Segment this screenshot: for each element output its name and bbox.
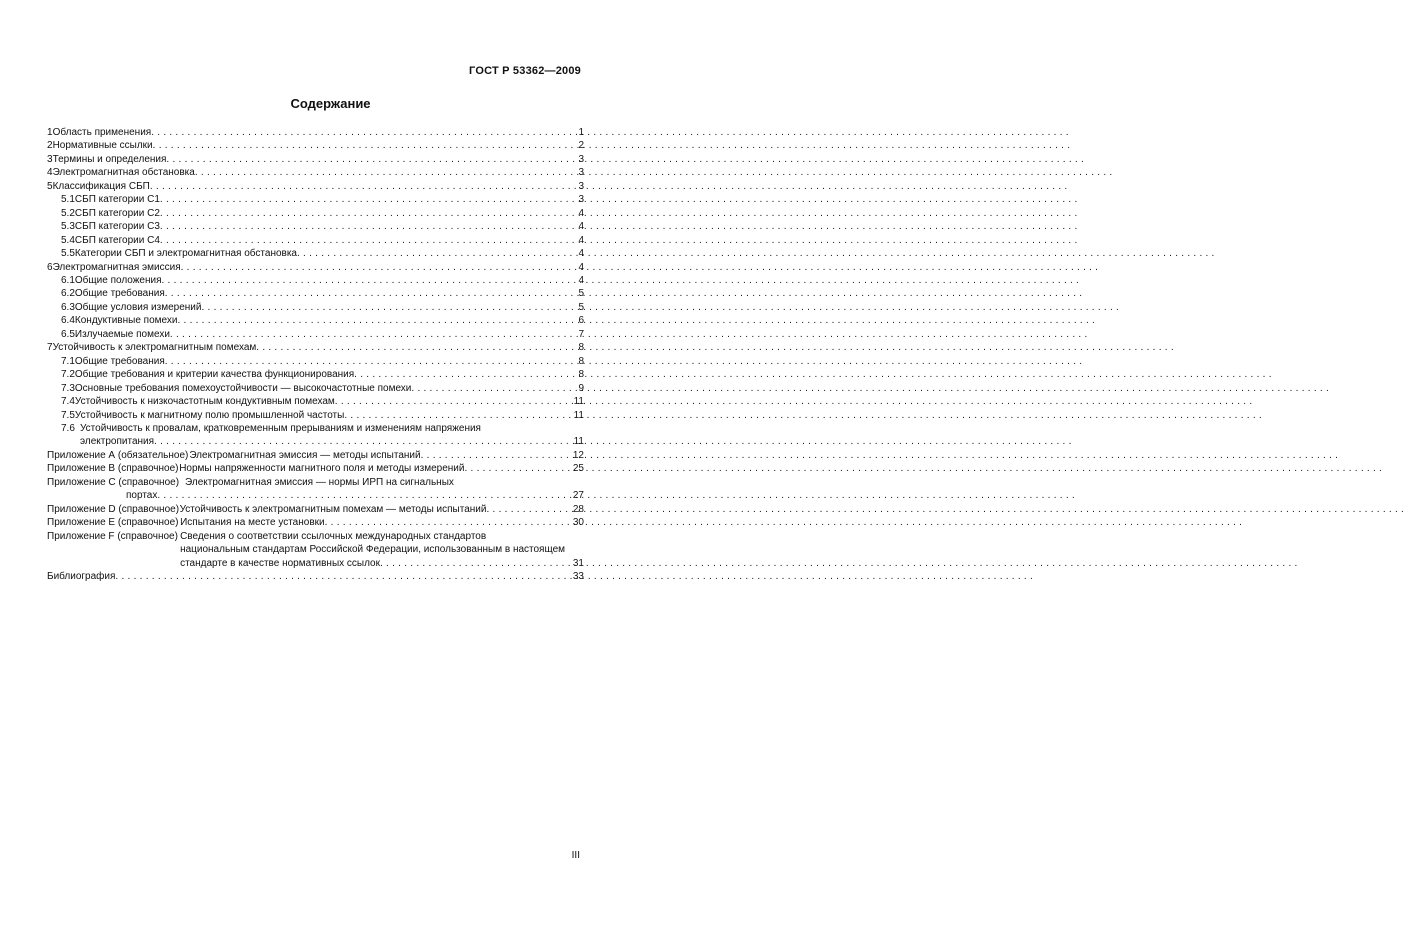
table-of-contents xyxy=(47,126,584,583)
leader-dots xyxy=(160,220,577,233)
toc-page: 3 xyxy=(578,167,584,179)
toc-text-line-1: Устойчивость к провалам, кратковременным прерываниям и изменениям напряжения xyxy=(80,422,481,434)
leader-dots xyxy=(256,341,576,354)
toc-page: 2 xyxy=(578,140,584,152)
toc-text: СБП категории С4 xyxy=(74,234,160,246)
toc-page: 30 xyxy=(572,517,584,529)
appendix-label: Приложение Е (справочное) xyxy=(47,517,179,529)
toc-page: 8 xyxy=(578,342,584,354)
appendix-label: Приложение А (обязательное) xyxy=(47,449,189,461)
leader-dots xyxy=(151,126,576,139)
leader-dots xyxy=(153,139,577,152)
toc-entry-appendix-e[interactable] xyxy=(47,516,584,529)
appendix-label: Приложение F (справочное) xyxy=(47,530,178,542)
toc-text: СБП категории С3 xyxy=(74,221,160,233)
leader-dots xyxy=(165,287,577,300)
toc-text: Термины и определения xyxy=(52,153,167,165)
toc-number: 3 xyxy=(47,153,53,165)
toc-text: Электромагнитная обстановка xyxy=(52,167,195,179)
leader-dots xyxy=(154,435,572,448)
toc-page: 11 xyxy=(573,409,584,421)
toc-text: СБП категории С2 xyxy=(74,207,160,219)
appendix-label: Приложение С (справочное) xyxy=(47,476,180,488)
toc-page: 11 xyxy=(573,396,584,408)
toc-text: Общие условия измерений xyxy=(74,301,202,313)
leader-dots xyxy=(150,180,577,193)
toc-text-line-1: Электромагнитная эмиссия — нормы ИРП на сигнальных xyxy=(185,476,454,488)
toc-page: 5 xyxy=(578,288,584,300)
toc-text-line-2: электропитания xyxy=(80,436,155,448)
toc-entry-6-5[interactable] xyxy=(47,328,584,341)
toc-entry-6-3[interactable] xyxy=(47,301,584,314)
leader-dots xyxy=(297,247,576,260)
toc-entry-5-4[interactable] xyxy=(47,234,584,247)
toc-page: 31 xyxy=(572,557,584,569)
toc-text-line-1: Сведения о соответствии ссылочных международных стандартов xyxy=(180,530,487,542)
toc-entry-2[interactable] xyxy=(47,139,584,152)
toc-entry-7-4[interactable] xyxy=(47,395,584,408)
toc-entry-appendix-a[interactable] xyxy=(47,449,584,462)
appendix-label: Приложение D (справочное) xyxy=(47,503,180,515)
toc-page: 1 xyxy=(578,127,584,138)
toc-text: Нормы напряженности магнитного поля и методы измерений xyxy=(179,463,465,475)
toc-text: Библиография xyxy=(47,570,116,582)
toc-entry-7[interactable] xyxy=(47,341,584,354)
leader-dots xyxy=(170,328,577,341)
toc-page: 27 xyxy=(572,490,584,502)
toc-page: 11 xyxy=(573,436,584,448)
leader-dots xyxy=(160,234,577,247)
toc-text-line-2: портах xyxy=(126,490,158,502)
toc-number: 5.3 xyxy=(61,221,75,233)
toc-page: 4 xyxy=(578,248,584,260)
toc-entry-6-4[interactable] xyxy=(47,314,584,327)
toc-entry-5-5[interactable] xyxy=(47,247,584,260)
toc-entry-1[interactable] xyxy=(47,126,584,139)
toc-page: 7 xyxy=(578,328,584,340)
toc-entry-5-1[interactable] xyxy=(47,193,584,206)
toc-number: 6 xyxy=(47,261,53,273)
toc-number: 6.5 xyxy=(61,328,75,340)
page-number: III xyxy=(571,850,580,861)
toc-entry-5[interactable] xyxy=(47,180,584,193)
toc-number: 5.1 xyxy=(61,194,75,206)
toc-number: 4 xyxy=(47,167,53,179)
leader-dots xyxy=(486,503,570,516)
toc-number: 6.2 xyxy=(61,288,75,300)
leader-dots xyxy=(421,449,571,462)
leader-dots xyxy=(335,395,572,408)
toc-number: 5.2 xyxy=(61,207,75,219)
toc-page: 6 xyxy=(578,315,584,327)
leader-dots xyxy=(325,516,571,529)
toc-text: Область применения xyxy=(52,127,152,138)
toc-text: Устойчивость к электромагнитным помехам — методы испытаний xyxy=(179,503,487,515)
leader-dots xyxy=(354,368,576,381)
toc-text: Общие требования xyxy=(74,288,165,300)
leader-dots xyxy=(201,301,576,314)
toc-number: 5 xyxy=(47,180,53,192)
toc-entry-7-2[interactable] xyxy=(47,368,584,381)
leader-dots xyxy=(344,409,571,422)
toc-text: Общие требования xyxy=(74,355,165,367)
leader-dots xyxy=(411,382,576,395)
toc-page: 33 xyxy=(572,570,584,582)
toc-page: 4 xyxy=(578,274,584,286)
toc-text: Устойчивость к электромагнитным помехам xyxy=(52,342,257,354)
toc-text: Основные требования помехоустойчивости — высокочастотные помехи xyxy=(74,382,412,394)
leader-dots xyxy=(195,166,577,179)
toc-entry-3[interactable] xyxy=(47,153,584,166)
toc-entry-7-1[interactable] xyxy=(47,355,584,368)
leader-dots xyxy=(115,570,570,583)
toc-page: 9 xyxy=(578,382,584,394)
toc-text-line-2: национальным стандартам Российской Федерации, использованным в настоящем xyxy=(180,544,566,556)
toc-number: 7 xyxy=(47,342,53,354)
toc-entry-7-5[interactable] xyxy=(47,409,584,422)
toc-page: 4 xyxy=(578,234,584,246)
toc-number: 1 xyxy=(47,127,53,138)
leader-dots xyxy=(464,462,570,475)
toc-page: 5 xyxy=(578,301,584,313)
toc-entry-6-2[interactable] xyxy=(47,287,584,300)
toc-text: Классификация СБП xyxy=(52,180,150,192)
toc-page: 3 xyxy=(578,194,584,206)
toc-entry-appendix-c-cont xyxy=(47,489,584,502)
toc-page: 4 xyxy=(578,207,584,219)
toc-text: Электромагнитная эмиссия — методы испытаний xyxy=(189,449,421,461)
leader-dots xyxy=(166,153,576,166)
toc-text: Кондуктивные помехи xyxy=(74,315,178,327)
toc-number: 6.3 xyxy=(61,301,75,313)
toc-entry-appendix-b[interactable] xyxy=(47,462,584,475)
toc-number: 2 xyxy=(47,140,53,152)
toc-text: Нормативные ссылки xyxy=(52,140,153,152)
leader-dots xyxy=(380,557,571,570)
toc-entry-7-3[interactable] xyxy=(47,382,584,395)
toc-page: 28 xyxy=(572,503,584,515)
toc-entry-6-1[interactable] xyxy=(47,274,584,287)
toc-text: Категории СБП и электромагнитная обстановка xyxy=(74,248,297,260)
toc-number: 7.1 xyxy=(61,355,75,367)
document-code: ГОСТ Р 53362—2009 xyxy=(469,65,581,77)
toc-number: 5.4 xyxy=(61,234,75,246)
toc-entry-6[interactable] xyxy=(47,261,584,274)
toc-page: 25 xyxy=(572,463,584,475)
toc-text: СБП категории С1 xyxy=(74,194,160,206)
toc-text: Общие положения xyxy=(74,274,162,286)
toc-number: 7.3 xyxy=(61,382,75,394)
toc-page: 8 xyxy=(578,369,584,381)
page-title: Содержание xyxy=(290,96,371,111)
toc-number: 7.4 xyxy=(61,396,75,408)
toc-number: 7.5 xyxy=(61,409,75,421)
toc-page: 4 xyxy=(578,221,584,233)
toc-entry-appendix-d[interactable] xyxy=(47,503,584,516)
toc-number: 7.2 xyxy=(61,369,75,381)
toc-text: Излучаемые помехи xyxy=(74,328,170,340)
toc-number: 6.1 xyxy=(61,274,75,286)
toc-entry-5-3[interactable] xyxy=(47,220,584,233)
toc-number: 7.6 xyxy=(61,422,75,434)
leader-dots xyxy=(177,314,576,327)
toc-text: Устойчивость к низкочастотным кондуктивным помехам xyxy=(74,396,335,408)
toc-page: 8 xyxy=(578,355,584,367)
leader-dots xyxy=(160,207,577,220)
toc-entry-bibliography[interactable] xyxy=(47,570,584,583)
leader-dots xyxy=(162,274,577,287)
toc-text: Электромагнитная эмиссия xyxy=(52,261,181,273)
toc-text: Общие требования и критерии качества функционирования xyxy=(74,369,355,381)
toc-text-line-3: стандарте в качестве нормативных ссылок xyxy=(180,557,380,569)
toc-entry-7-6[interactable] xyxy=(47,422,584,449)
toc-text: Испытания на месте установки xyxy=(180,517,325,529)
toc-page: 3 xyxy=(578,153,584,165)
toc-page: 4 xyxy=(578,261,584,273)
toc-entry-appendix-f[interactable] xyxy=(47,530,584,570)
leader-dots xyxy=(160,193,577,206)
toc-page: 12 xyxy=(572,449,584,461)
leader-dots xyxy=(165,355,577,368)
toc-text: Устойчивость к магнитному полю промышленной частоты xyxy=(74,409,345,421)
toc-page: 3 xyxy=(578,180,584,192)
leader-dots xyxy=(157,489,571,502)
leader-dots xyxy=(181,261,577,274)
toc-entry-4[interactable] xyxy=(47,166,584,179)
toc-entry-appendix-c[interactable] xyxy=(47,476,584,489)
toc-number: 6.4 xyxy=(61,315,75,327)
toc-entry-5-2[interactable] xyxy=(47,207,584,220)
appendix-label: Приложение В (справочное) xyxy=(47,463,179,475)
toc-number: 5.5 xyxy=(61,248,75,260)
